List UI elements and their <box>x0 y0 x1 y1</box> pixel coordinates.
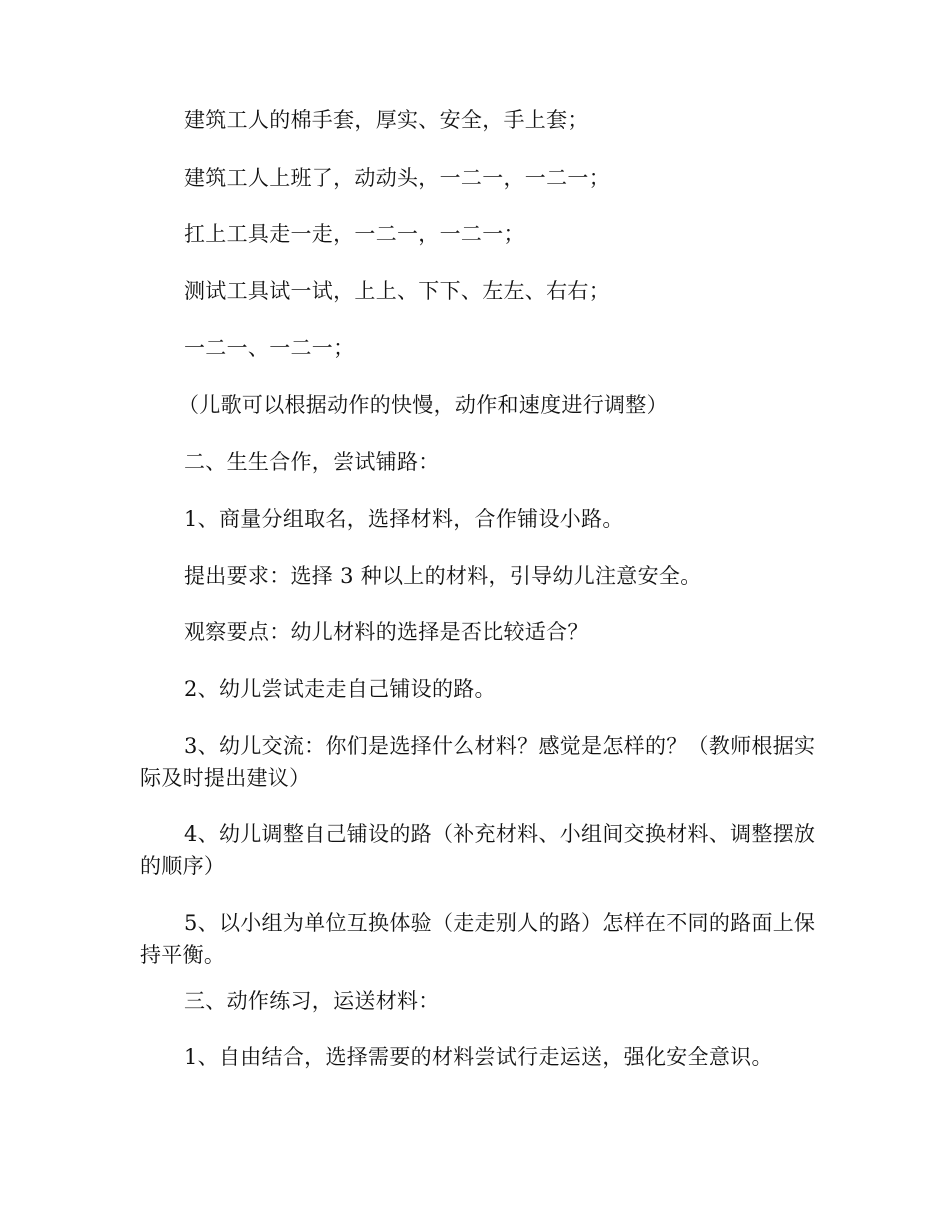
paragraph-test-tools-line: 测试工具试一试，上上、下下、左左、右右； <box>184 279 610 303</box>
section-heading-2: 二、生生合作，尝试铺路： <box>184 450 440 474</box>
paragraph-carry-tools-line: 扛上工具走一走，一二一，一二一； <box>184 222 525 246</box>
paragraph-step-2-4: 4、幼儿调整自己铺设的路（补充材料、小组间交换材料、调整摆放的顺序） <box>140 822 816 878</box>
paragraph-chant-line: 一二一、一二一； <box>184 336 355 360</box>
paragraph-step-2-2: 2、幼儿尝试走走自己铺设的路。 <box>184 677 496 701</box>
paragraph-observation-points: 观察要点：幼儿材料的选择是否比较适合？ <box>184 620 589 644</box>
paragraph-step-3-1: 1、自由结合，选择需要的材料尝试行走运送，强化安全意识。 <box>184 1045 773 1069</box>
paragraph-step-2-5: 5、以小组为单位互换体验（走走别人的路）怎样在不同的路面上保持平衡。 <box>140 911 816 967</box>
paragraph-gloves-line: 建筑工人的棉手套，厚实、安全，手上套； <box>184 108 589 132</box>
paragraph-step-2-1: 1、商量分组取名，选择材料，合作铺设小路。 <box>184 507 624 531</box>
paragraph-step-2-3: 3、幼儿交流：你们是选择什么材料？感觉是怎样的？（教师根据实际及时提出建议） <box>140 734 816 790</box>
paragraph-work-start-line: 建筑工人上班了，动动头，一二一，一二一； <box>184 166 610 190</box>
paragraph-rhyme-note: （儿歌可以根据动作的快慢，动作和速度进行调整） <box>178 393 668 417</box>
paragraph-requirements: 提出要求：选择 3 种以上的材料，引导幼儿注意安全。 <box>184 564 702 588</box>
section-heading-3: 三、动作练习，运送材料： <box>184 989 440 1013</box>
